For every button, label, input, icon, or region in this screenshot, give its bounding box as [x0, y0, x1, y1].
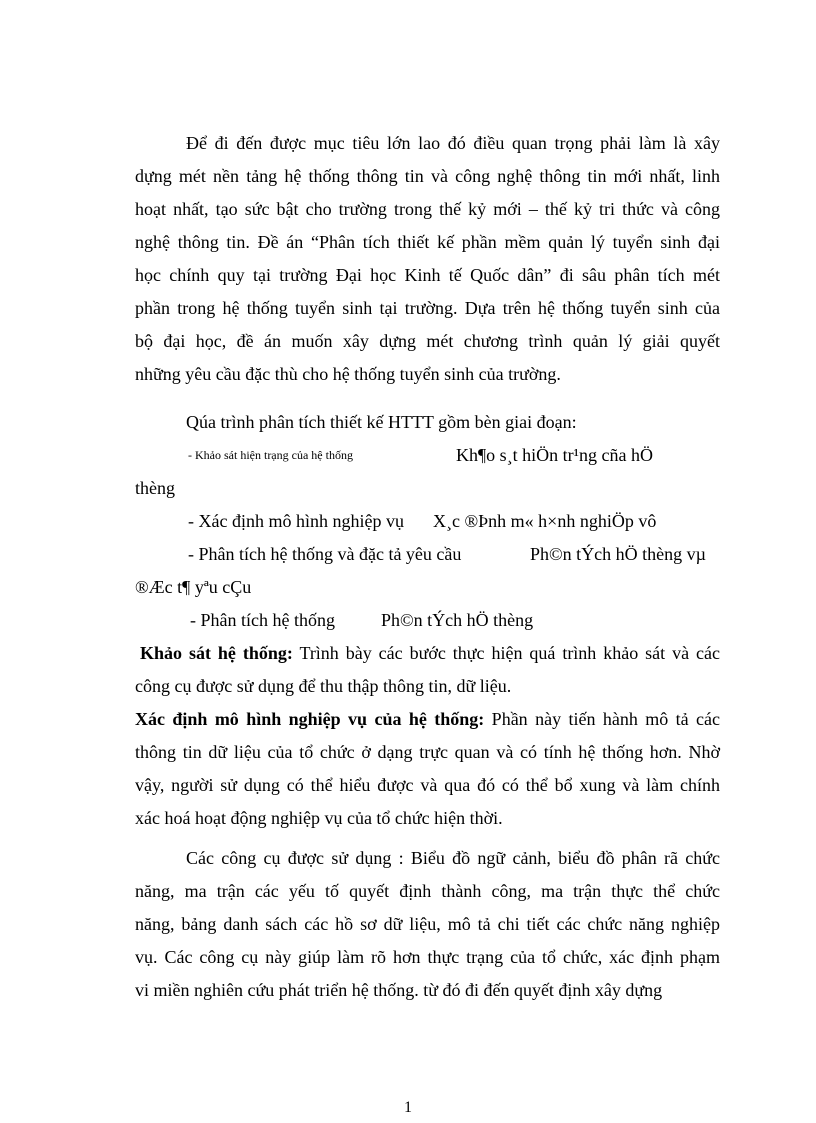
step-3-label: - Phân tích hệ thống và đặc tả yêu cầu	[188, 544, 462, 564]
step-1-label: - Khảo sát hiện trạng của hệ thống	[188, 448, 353, 462]
text-line: dựng mét nền tảng hệ thống thông tin và công nghệ thông tin mới nhất, linh	[135, 166, 720, 186]
business-text: Phần này tiến hành mô tả các	[484, 709, 720, 729]
page-number: 1	[404, 1099, 412, 1116]
step-2-label: - Xác định mô hình nghiệp vụ	[188, 511, 404, 531]
text-line: học chính quy tại trường Đại học Kinh tế Quốc dân” đi sâu phân tích mét	[135, 265, 720, 285]
survey-text: Trình bày các bước thực hiện quá trình khảo sát và các	[292, 643, 720, 663]
text-line: năng, bảng danh sách các hồ sơ dữ liệu, mô tả chi tiết các chức năng nghiệp	[135, 914, 720, 934]
text-line: bộ đại học, đề án muốn xây dựng mét chương trình quản lý giải quyết	[135, 331, 720, 351]
step-2-garbled: X¸c ®Þnh m« h×nh nghiÖp vô	[433, 511, 657, 531]
text-line: công cụ được sử dụng để thu thập thông tin, dữ liệu.	[135, 676, 512, 696]
step-4-label: - Phân tích hệ thống	[190, 610, 335, 630]
step-4-garbled: Ph©n tÝch hÖ thèng	[381, 610, 534, 630]
step-1-garbled: Kh¶o s¸t hiÖn tr¹ng cña hÖ	[456, 445, 654, 465]
step-3-garbled-cont: ®Æc t¶ yªu cÇu	[135, 577, 252, 597]
step-3-garbled: Ph©n tÝch hÖ thèng vµ	[530, 544, 707, 564]
step-1-garbled-cont: thèng	[135, 478, 175, 498]
process-intro: Qúa trình phân tích thiết kế HTTT gồm bèn giai đoạn:	[186, 412, 577, 432]
survey-heading: Khảo sát hệ thống:	[140, 643, 293, 663]
text-line: năng, ma trận các yếu tố quyết định thành công, ma trận thực thể chức	[135, 881, 720, 901]
text-line: Để đi đến được mục tiêu lớn lao đó điều quan trọng phải làm là xây	[186, 133, 720, 153]
text-line: xác hoá hoạt động nghiệp vụ của tổ chức hiện thời.	[135, 808, 503, 828]
text-line: vi miền nghiên cứu phát triển hệ thống. từ đó đi đến quyết định xây dựng	[135, 980, 663, 1000]
text-line: hoạt nhất, tạo sức bật cho trường trong thế kỷ mới – thế kỷ tri thức và công	[135, 199, 720, 219]
text-line: phần trong hệ thống tuyển sinh tại trường. Dựa trên hệ thống tuyển sinh của	[135, 298, 720, 318]
business-heading: Xác định mô hình nghiệp vụ của hệ thống:	[135, 709, 485, 729]
text-line: vụ. Các công cụ này giúp làm rõ hơn thực trạng của tổ chức, xác định phạm	[135, 947, 720, 967]
text-line: những yêu cầu đặc thù cho hệ thống tuyển sinh của trường.	[135, 364, 561, 384]
text-line: nghệ thông tin. Đề án “Phân tích thiết kế phần mềm quản lý tuyển sinh đại	[135, 232, 720, 252]
text-line: Các công cụ được sử dụng : Biểu đồ ngữ cảnh, biểu đồ phân rã chức	[186, 848, 720, 868]
survey-line-1	[140, 637, 720, 670]
text-line: thông tin dữ liệu của tổ chức ở dạng trực quan và có tính hệ thống hơn. Nhờ	[135, 742, 720, 762]
text-line: vậy, người sử dụng có thể hiểu được và qua đó có thể bổ xung và làm chính	[135, 775, 720, 795]
business-line-1	[135, 703, 720, 736]
